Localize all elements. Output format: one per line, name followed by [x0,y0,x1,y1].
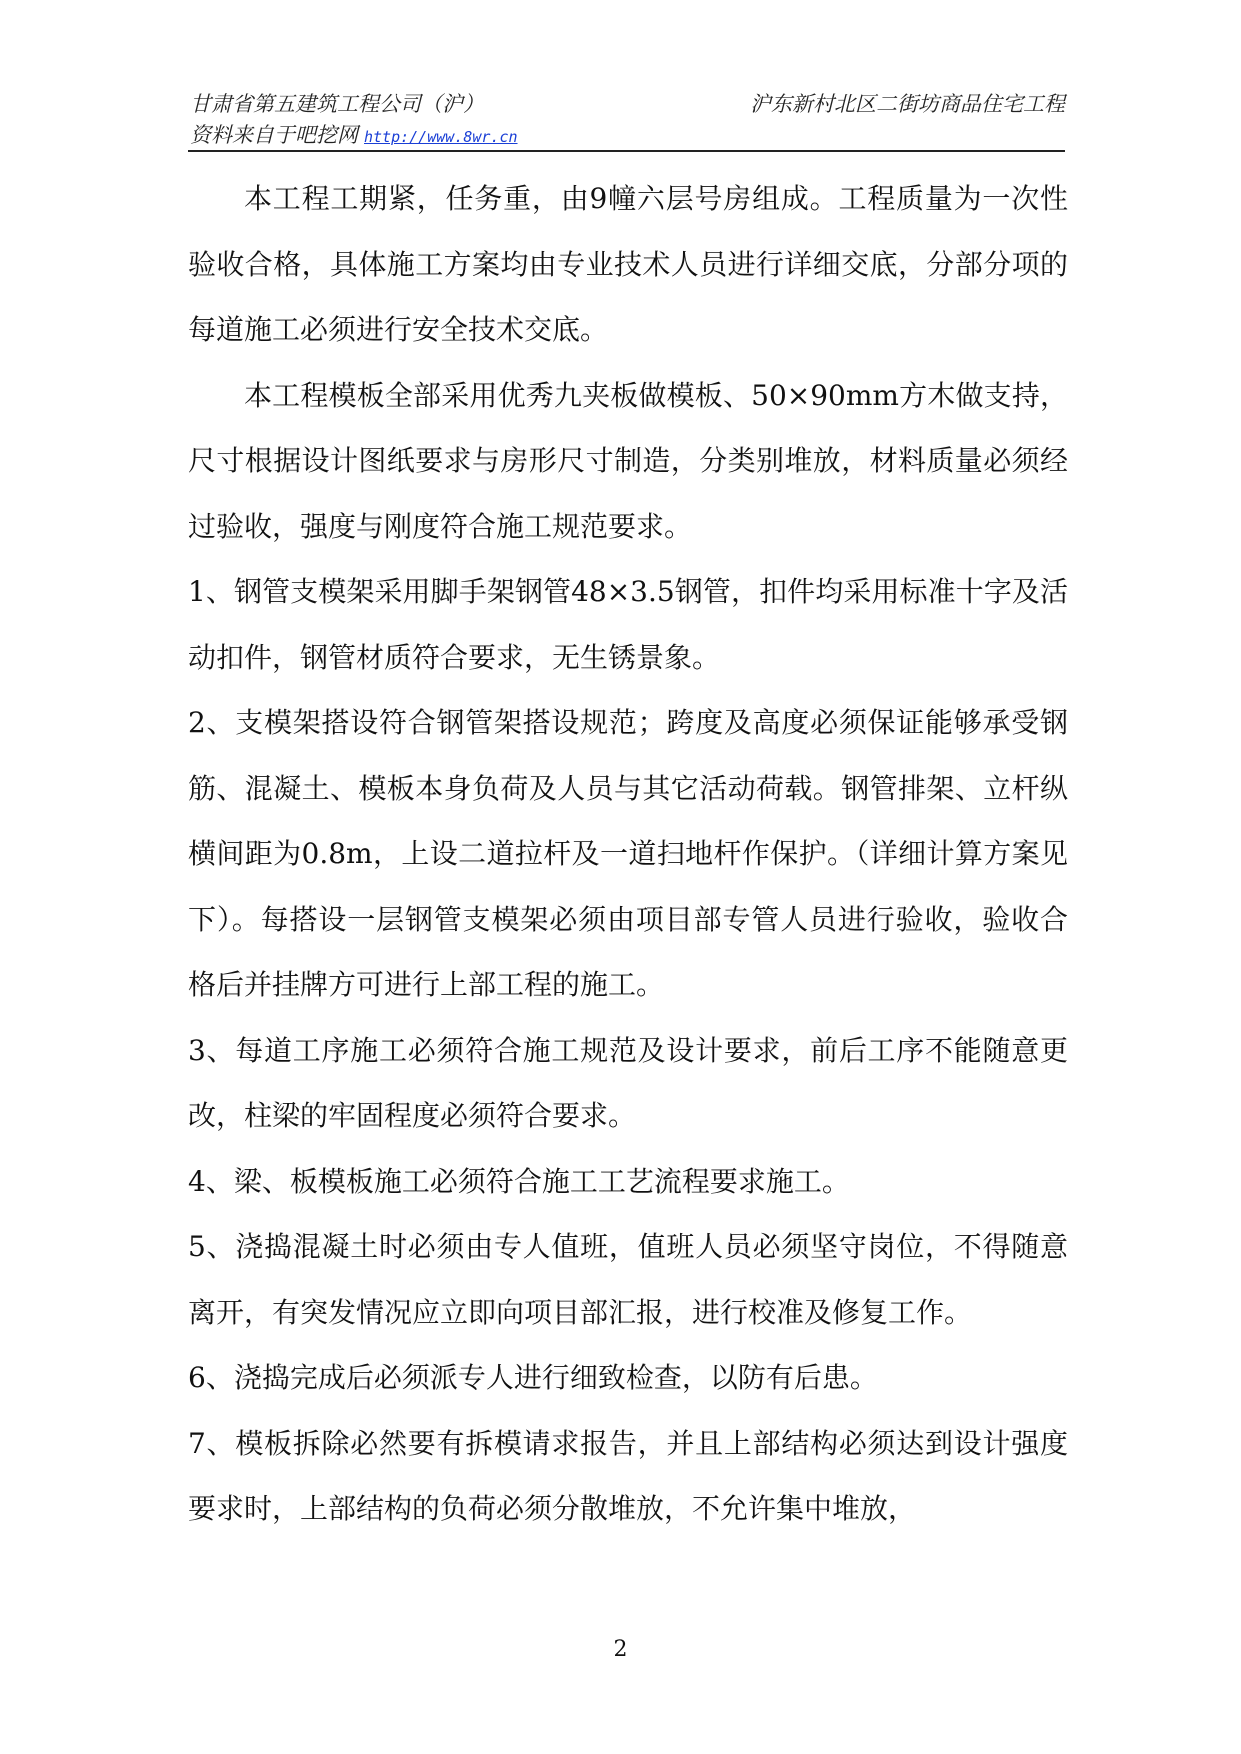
page-number: 2 [613,1637,628,1662]
list-item-6: 6、浇捣完成后必须派专人进行细致检查，以防有后患。 [188,1361,878,1394]
list-item-1: 1、钢管支模架采用脚手架钢管48×3.5钢管，扣件均采用标准十字及活动扣件，钢管材质符合要求，无生锈景象。 [188,575,1068,674]
project-name: 沪东新村北区二街坊商品住宅工程 [750,92,1065,116]
list-item-3: 3、每道工序施工必须符合施工规范及设计要求，前后工序不能随意更改，柱梁的牢固程度必须符合要求。 [188,1033,1068,1132]
source-label: 资料来自于吧挖网 [190,123,358,147]
paragraph-intro: 本工程工期紧，任务重，由9幢六层号房组成。工程质量为一次性验收合格，具体施工方案均由专业技术人员进行详细交底，分部分项的每道施工必须进行安全技术交底。 [188,182,1068,346]
list-item-7: 7、模板拆除必然要有拆模请求报告，并且上部结构必须达到设计强度要求时，上部结构的负荷必须分散堆放，不允许集中堆放， [188,1426,1068,1525]
company-name: 甘肃省第五建筑工程公司（沪） [190,92,484,116]
list-item-2: 2、支模架搭设符合钢管架搭设规范；跨度及高度必须保证能够承受钢筋、混凝土、模板本身负荷及人员与其它活动荷载。钢管排架、立杆纵横间距为0.8m，上设二道拉杆及一道扫地杆作保护。（详细计算方案见下）。每搭设一层钢管支模架必须由项目部专管人员进行验收，验收合格后并挂牌方可进行上部工程的施工。 [188,706,1068,1001]
source-link[interactable]: http://www.8wr.cn [364,128,518,146]
source-line [190,119,518,149]
list-item-4: 4、梁、板模板施工必须符合施工工艺流程要求施工。 [188,1164,850,1198]
page-header [188,86,1065,152]
paragraph-formwork: 本工程模板全部采用优秀九夹板做模板、50×90mm方木做支持，尺寸根据设计图纸要求与房形尺寸制造，分类别堆放，材料质量必须经过验收，强度与刚度符合施工规范要求。 [188,378,1068,543]
document-body [188,166,1068,1542]
list-item-5: 5、浇捣混凝土时必须由专人值班，值班人员必须坚守岗位，不得随意离开，有突发情况应立即向项目部汇报，进行校准及修复工作。 [188,1230,1068,1329]
